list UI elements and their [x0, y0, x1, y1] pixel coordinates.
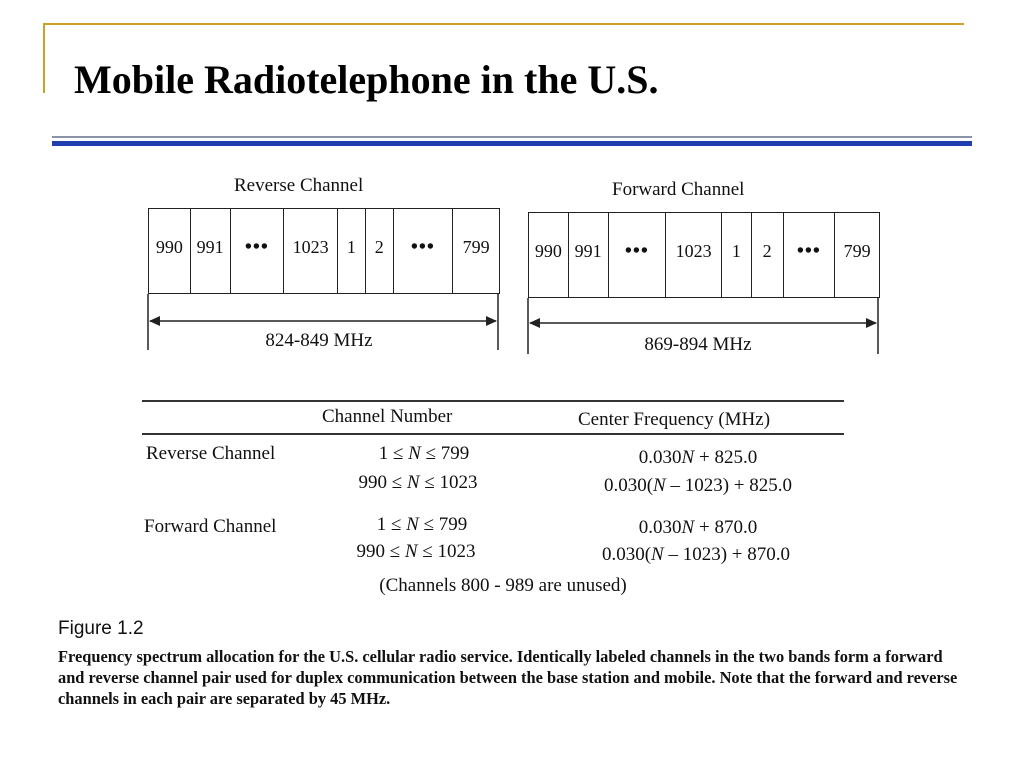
forward-cell: 799	[843, 240, 871, 261]
figure-caption: Frequency spectrum allocation for the U.S. cellular radio service. Identically labeled channels in the two bands form a forward and reverse channel pair used for duplex communication between the base station and mobile. Note that the forward and reverse channels in each pair are separated by 45 MHz.	[58, 647, 958, 708]
forward-cell: 991	[569, 213, 609, 297]
row-label-reverse: Reverse Channel	[146, 443, 276, 464]
reverse-condition-2: 990 ≤ N ≤ 1023	[358, 472, 478, 493]
reverse-band-box	[148, 208, 500, 294]
table-top-rule	[142, 400, 844, 402]
forward-frequency-2: 0.030(N – 1023) + 870.0	[601, 544, 791, 565]
reverse-cell-ellipsis: •••	[231, 209, 285, 293]
header-center-frequency: Center Frequency (MHz)	[578, 409, 771, 430]
frame-top-line	[43, 23, 964, 25]
reverse-cell: 991	[191, 209, 231, 293]
unused-channels-note: (Channels 800 - 989 are unused)	[379, 575, 627, 596]
forward-cell-ellipsis: •••	[609, 213, 667, 297]
frame-left-line	[43, 23, 45, 93]
reverse-cell: 2	[366, 209, 394, 293]
reverse-cell: 990	[149, 209, 191, 293]
header-channel-number: Channel Number	[322, 406, 453, 427]
reverse-cell-ellipsis: •••	[394, 209, 454, 293]
reverse-cell: 1	[338, 209, 366, 293]
forward-band-title: Forward Channel	[612, 179, 745, 200]
reverse-frequency-2: 0.030(N – 1023) + 825.0	[603, 475, 793, 496]
reverse-frequency-1: 0.030N + 825.0	[638, 447, 758, 468]
reverse-range-label: 824-849 MHz	[265, 330, 373, 351]
title-rule-thick	[52, 141, 972, 146]
forward-frequency-1: 0.030N + 870.0	[638, 517, 758, 538]
reverse-condition-1: 1 ≤ N ≤ 799	[378, 443, 470, 464]
forward-condition-2: 990 ≤ N ≤ 1023	[356, 541, 476, 562]
slide-title: Mobile Radiotelephone in the U.S.	[74, 57, 659, 102]
forward-cell: 1023	[666, 213, 722, 297]
forward-band-box	[528, 212, 880, 298]
reverse-cell: 799	[462, 236, 490, 257]
reverse-cell: 1023	[284, 209, 338, 293]
forward-condition-1: 1 ≤ N ≤ 799	[376, 514, 468, 535]
table-header-rule	[142, 433, 844, 435]
reverse-band-title: Reverse Channel	[234, 175, 364, 196]
row-label-forward: Forward Channel	[144, 516, 277, 537]
forward-cell: 990	[529, 213, 569, 297]
forward-cell-ellipsis: •••	[784, 213, 836, 297]
forward-cell: 1	[722, 213, 752, 297]
forward-range-label: 869-894 MHz	[644, 334, 752, 355]
figure-label: Figure 1.2	[58, 618, 144, 639]
forward-cell: 2	[752, 213, 784, 297]
title-rule-thin	[52, 136, 972, 138]
